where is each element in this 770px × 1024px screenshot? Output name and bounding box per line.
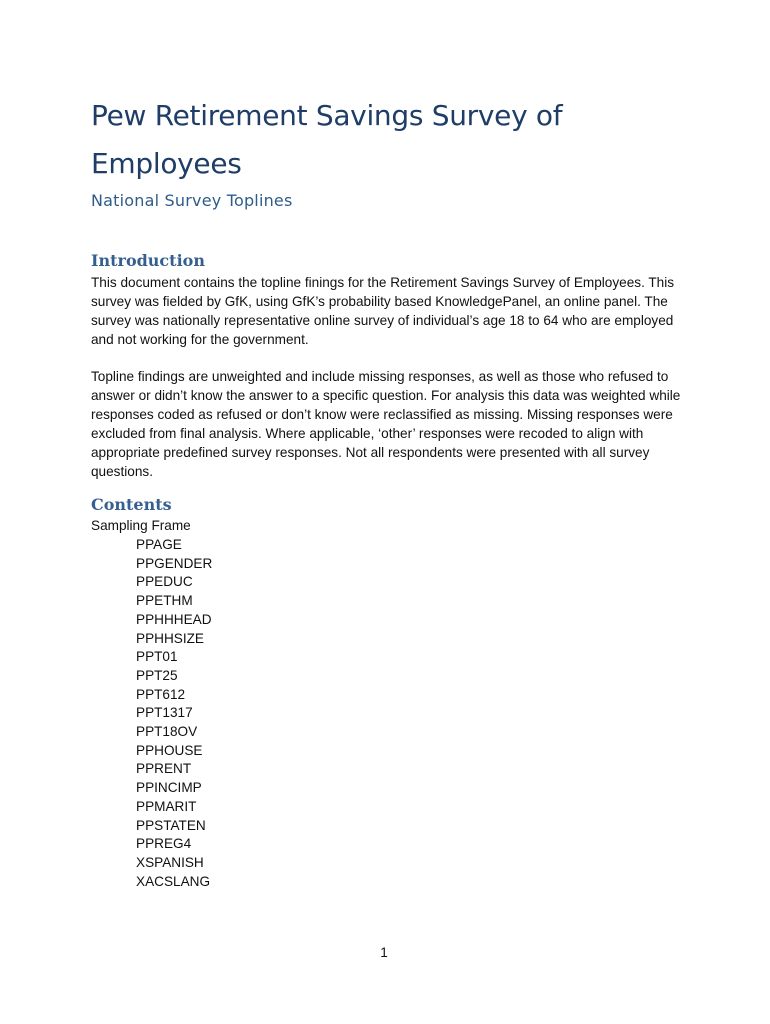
- contents-item: PPMARIT: [136, 798, 197, 814]
- contents-item: PPHHHEAD: [136, 611, 212, 627]
- introduction-paragraph: Topline findings are unweighted and include missing responses, as well as those who refused to answer or didn’t know the answer to a specific question. For analysis this data was weighted while responses coded as refused or don’t know were reclassified as missing. Missing responses were excluded from final analysis. Where applicable, ‘other’ responses were recoded to align with appropriate predefined survey responses. Not all respondents were presented with all survey questions.: [91, 369, 681, 479]
- document-title: Pew Retirement Savings Survey of Employees: [91, 99, 563, 180]
- contents-item: PPT1317: [136, 705, 193, 721]
- contents-item: PPGENDER: [136, 555, 213, 571]
- page-number: 1: [380, 945, 388, 960]
- contents-item: PPETHM: [136, 593, 193, 609]
- contents-item: PPREG4: [136, 836, 192, 852]
- contents-item: PPHOUSE: [136, 742, 203, 758]
- contents-item: XSPANISH: [136, 854, 204, 870]
- introduction-heading: Introduction: [91, 251, 205, 270]
- contents-list: [136, 536, 212, 891]
- contents-item: PPINCIMP: [136, 780, 202, 796]
- contents-item: PPSTATEN: [136, 817, 206, 833]
- contents-item: PPT25: [136, 667, 178, 683]
- contents-item: PPHHSIZE: [136, 630, 204, 646]
- introduction-paragraph: This document contains the topline finings for the Retirement Savings Survey of Employees. This survey was fielded by GfK, using GfK’s probability based KnowledgePanel, an online panel. The survey was nationally representative online survey of individual’s age 18 to 64 who are employed and not working for the government.: [91, 275, 675, 347]
- contents-item: PPT18OV: [136, 724, 198, 740]
- contents-item: PPRENT: [136, 761, 192, 777]
- contents-heading: Contents: [91, 495, 172, 514]
- contents-section-sampling-frame: Sampling Frame: [91, 518, 191, 533]
- contents-item: PPT01: [136, 649, 178, 665]
- contents-item: PPAGE: [136, 537, 182, 552]
- contents-item: XACSLANG: [136, 873, 211, 889]
- contents-item: PPEDUC: [136, 574, 193, 590]
- contents-item: PPT612: [136, 686, 186, 702]
- document-subtitle: National Survey Toplines: [91, 191, 293, 210]
